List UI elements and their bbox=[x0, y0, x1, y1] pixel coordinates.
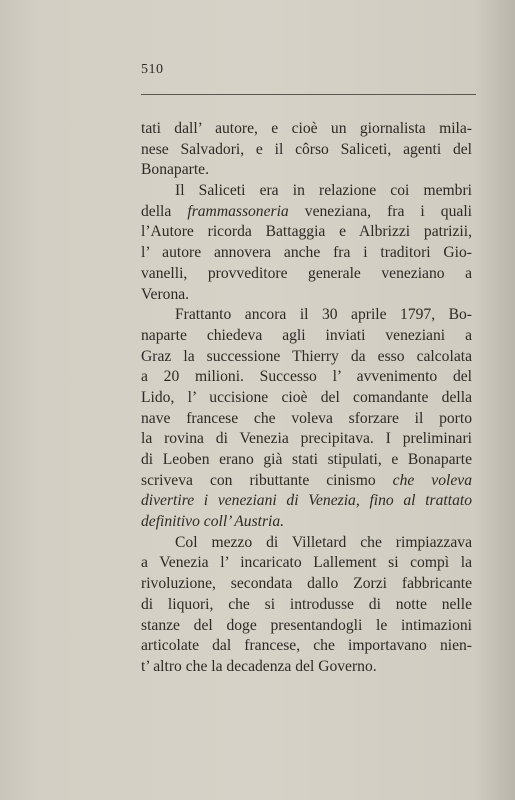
text-line bbox=[141, 616, 472, 637]
text-run: nave francese che voleva sforzare il porto bbox=[141, 409, 472, 427]
text-line bbox=[141, 347, 472, 368]
text-line bbox=[141, 243, 472, 264]
text-line bbox=[141, 409, 472, 430]
text-run: stanze del doge presentandogli le intimazioni bbox=[141, 616, 472, 634]
text-line bbox=[141, 326, 472, 347]
text-run: di liquori, che si introdusse di notte nelle bbox=[141, 595, 472, 613]
text-line bbox=[141, 450, 472, 471]
text-run: l’Autore ricorda Battaggia e Albrizzi patrizii, bbox=[141, 223, 472, 241]
text-run: Col mezzo di Villetard che rimpiazzava bbox=[175, 533, 472, 551]
text-line bbox=[141, 533, 472, 554]
text-line bbox=[141, 119, 472, 140]
text-line bbox=[141, 388, 472, 409]
text-run: a 20 milioni. Successo l’ avvenimento del bbox=[141, 368, 472, 386]
text-run: a Venezia l’ incaricato Lallement si compì la bbox=[141, 554, 472, 572]
text-line bbox=[141, 181, 472, 202]
text-run: tati dall’ autore, e cioè un giornalista mila- bbox=[141, 120, 472, 137]
text-line bbox=[141, 471, 472, 492]
text-line bbox=[141, 512, 472, 533]
body-text bbox=[141, 119, 472, 678]
text-line bbox=[141, 160, 472, 181]
text-run: Lido, l’ uccisione cioè del comandante della bbox=[141, 388, 472, 406]
text-run: Graz la successione Thierry da esso calcolata bbox=[141, 347, 472, 365]
text-line bbox=[141, 491, 472, 512]
text-run: rivoluzione, secondata dallo Zorzi fabbricante bbox=[141, 575, 472, 593]
text-line bbox=[141, 202, 472, 223]
text-run: della bbox=[141, 202, 188, 220]
italic-text: definitivo coll’ Austria. bbox=[141, 513, 285, 531]
text-line bbox=[141, 140, 472, 161]
text-line bbox=[141, 553, 472, 574]
text-line bbox=[141, 285, 472, 306]
italic-text: divertire i veneziani di Venezia, fino al trattato bbox=[141, 492, 472, 510]
text-run: articolate dal francese, che importavano nien- bbox=[141, 637, 472, 655]
text-run: Frattanto ancora il 30 aprile 1797, Bo- bbox=[175, 306, 472, 324]
italic-text: che voleva bbox=[392, 471, 472, 489]
text-line bbox=[141, 574, 472, 595]
text-run: di Leoben erano già stati stipulati, e Bonaparte bbox=[141, 451, 472, 468]
text-line bbox=[141, 429, 472, 450]
paragraph bbox=[141, 533, 472, 678]
text-line bbox=[141, 367, 472, 388]
page-number: 510 bbox=[141, 62, 164, 77]
text-line bbox=[141, 305, 472, 326]
text-line bbox=[141, 636, 472, 657]
text-run: Bonaparte. bbox=[141, 161, 209, 179]
text-run: Il Saliceti era in relazione coi membri bbox=[175, 182, 472, 200]
text-run: naparte chiedeva agli inviati veneziani a bbox=[141, 326, 472, 344]
text-run: scriveva con ributtante cinismo bbox=[141, 471, 393, 489]
paragraph bbox=[141, 181, 472, 305]
text-line bbox=[141, 657, 472, 678]
italic-text: frammassoneria bbox=[187, 202, 289, 220]
text-run: t’ altro che la decadenza del Governo. bbox=[141, 657, 377, 675]
text-line bbox=[141, 222, 472, 243]
text-run: veneziana, fra i quali bbox=[288, 202, 472, 220]
text-line bbox=[141, 595, 472, 616]
text-line bbox=[141, 264, 472, 285]
text-run: Verona. bbox=[141, 285, 190, 303]
text-run: l’ autore annovera anche fra i traditori Gio- bbox=[141, 244, 472, 262]
paragraph bbox=[141, 305, 472, 533]
text-run: vanelli, provveditore generale veneziano a bbox=[141, 264, 472, 282]
text-run: nese Salvadori, e il côrso Saliceti, agenti del bbox=[141, 140, 472, 158]
header-rule bbox=[141, 94, 476, 95]
paragraph bbox=[141, 119, 472, 181]
text-run: la rovina di Venezia precipitava. I preliminari bbox=[141, 430, 472, 448]
